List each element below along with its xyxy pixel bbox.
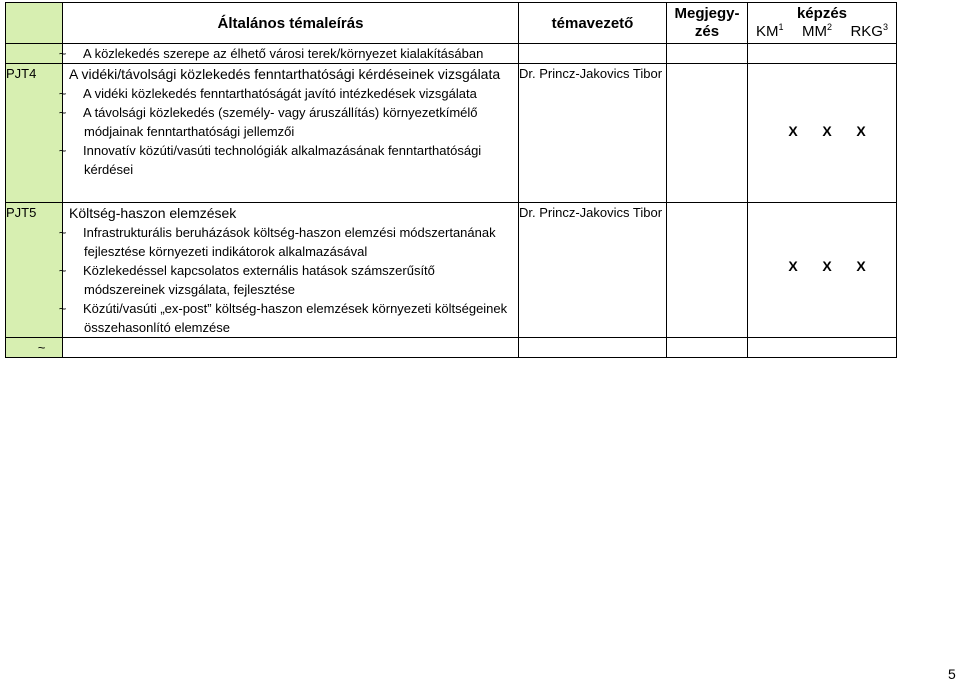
- topic-row-pjt5: [6, 203, 897, 338]
- prev-item-row: [6, 44, 897, 64]
- page-number: 5: [948, 666, 956, 682]
- training-mm: $MM^2$: [801, 22, 832, 40]
- topic-item: ~ A vidéki közlekedés fenntarthatóságát javító intézkedések vizsgálata: [58, 86, 477, 101]
- header-general: Általános témaleírás: [63, 3, 519, 44]
- empty-item: ~: [63, 338, 519, 358]
- topic-training-marks: [748, 64, 897, 203]
- topic-item: ~ Közúti/vasúti „ex-post” költség-haszon elemzések környezeti költségeinek összehasonlító elemzése: [58, 301, 508, 335]
- topic-code: PJT4: [6, 64, 63, 203]
- mark-rkg: X: [856, 258, 866, 274]
- topic-title: Költség-haszon elemzések: [69, 205, 237, 221]
- topic-supervisor: Dr. Princz-Jakovics Tibor: [519, 64, 667, 203]
- code-cell-empty: [6, 44, 63, 64]
- topics-table: [5, 2, 897, 358]
- mark-km: X: [788, 123, 798, 139]
- mark-km: X: [788, 258, 798, 274]
- training-columns: [748, 23, 896, 41]
- topic-code: PJT5: [6, 203, 63, 338]
- topic-training-marks: [748, 203, 897, 338]
- topic-item: ~ Közlekedéssel kapcsolatos externális hatások számszerűsítő módszereinek vizsgálata, fejlesztése: [58, 263, 435, 297]
- header-rating: Megjegy- zés: [667, 3, 748, 44]
- mark-rkg: X: [856, 123, 866, 139]
- prev-item: ~ A közlekedés szerepe az élhető városi terek/környezet kialakításában: [63, 44, 519, 64]
- topic-rating: [667, 64, 748, 203]
- topic-description: [58, 64, 519, 203]
- topic-description: [58, 203, 519, 338]
- header-code-cell: [6, 3, 63, 44]
- empty-row: [6, 338, 897, 358]
- header-row: [6, 3, 897, 44]
- training-rkg: RKG$^3$: [850, 22, 888, 40]
- topic-item: ~ A távolsági közlekedés (személy- vagy áruszállítás) környezetkímélő módjainak fenntarthatósági jellemzői: [58, 105, 478, 139]
- mark-mm: X: [822, 258, 832, 274]
- header-training: képzés $KM^1$ $MM^2$ RKG$^3$: [748, 3, 897, 44]
- header-supervisor: témavezető: [519, 3, 667, 44]
- topic-rating: [667, 203, 748, 338]
- topic-title: A vidéki/távolsági közlekedés fenntarthatósági kérdéseinek vizsgálata: [69, 66, 501, 82]
- topic-item: ~ Infrastrukturális beruházások költség-haszon elemzési módszertanának fejlesztése környezeti indikátorok alkalmazásával: [58, 225, 496, 259]
- topic-row-pjt4: [6, 64, 897, 203]
- training-km: $KM^1$: [756, 22, 784, 40]
- mark-mm: X: [822, 123, 832, 139]
- topic-supervisor: Dr. Princz-Jakovics Tibor: [519, 203, 667, 338]
- topic-item: ~ Innovatív közúti/vasúti technológiák alkalmazásának fenntarthatósági kérdései: [58, 143, 482, 177]
